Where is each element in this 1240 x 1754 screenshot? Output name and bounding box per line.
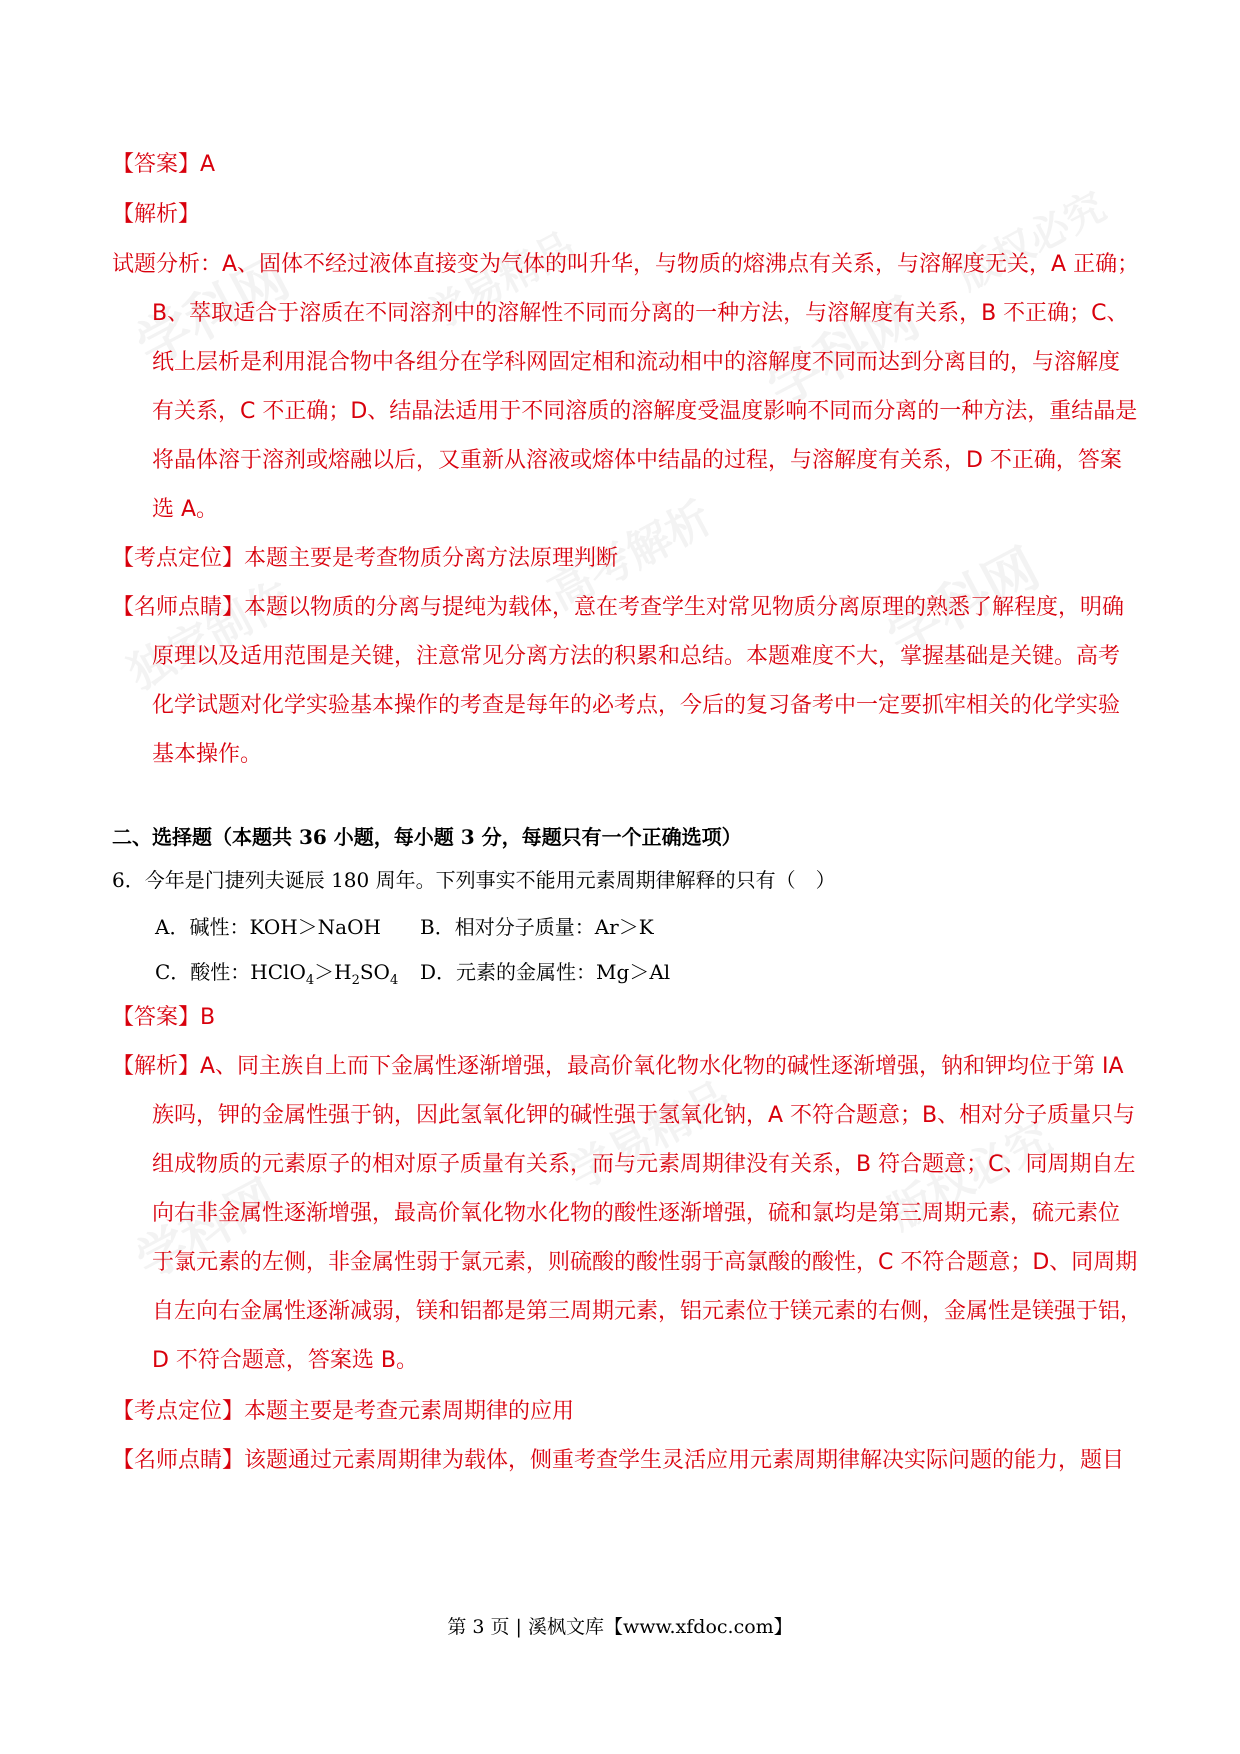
watermark: 学科网 bbox=[127, 1168, 287, 1291]
q6-option-d: D．元素的金属性：Mg＞Al bbox=[420, 960, 671, 984]
q6-stem: 6．今年是门捷列夫诞辰 180 周年。下列事实不能用元素周期律解释的只有（ ） bbox=[112, 868, 836, 892]
q5-kaodian: 【考点定位】本题主要是考查物质分离方法原理判断 bbox=[112, 546, 619, 571]
page-footer: 第 3 页 | 溪枫文库【www.xfdoc.com】 bbox=[447, 1616, 793, 1638]
q5-mingshi-line: 化学试题对化学实验基本操作的考查是每年的必考点，今后的复习备考中一定要抓牢相关的化学实验 bbox=[152, 693, 1121, 718]
q5-mingshi-line: 原理以及适用范围是关键，注意常见分离方法的积累和总结。本题难度不大，掌握基础是关键。高考 bbox=[152, 644, 1121, 669]
q6-analysis-line: 族吗，钾的金属性强于钠，因此氢氧化钾的碱性强于氢氧化钠，A 不符合题意；B、相对分子质量只与 bbox=[152, 1103, 1136, 1128]
q6-option-c: C．酸性：$HClO_4>H_2SO_4$ bbox=[155, 960, 399, 988]
q5-analysis-line: 有关系，C 不正确；D、结晶法适用于不同溶质的溶解度受温度影响不同而分离的一种方法，重结晶是 bbox=[152, 399, 1138, 424]
watermark: 独家制作 bbox=[120, 572, 300, 700]
q6-analysis-line: 自左向右金属性逐渐减弱，镁和铝都是第三周期元素，铝元素位于镁元素的右侧，金属性是镁强于铝， bbox=[152, 1299, 1143, 1324]
watermark: 学易精品 bbox=[420, 223, 584, 340]
q5-analysis-line: 纸上层析是利用混合物中各组分在学科网固定相和流动相中的溶解度不同而达到分离目的，与溶解度 bbox=[152, 350, 1121, 375]
watermark: 学科网 bbox=[126, 246, 300, 378]
q5-analysis-line: 选 A。 bbox=[152, 497, 219, 522]
watermark: 学科网 bbox=[756, 286, 930, 418]
q5-mingshi-line: 【名师点睛】本题以物质的分离与提纯为载体，意在考查学生对常见物质分离原理的熟悉了解程度，明确 bbox=[112, 595, 1125, 620]
watermark: 版权必究 bbox=[880, 1112, 1060, 1240]
q6-kaodian: 【考点定位】本题主要是考查元素周期律的应用 bbox=[112, 1399, 575, 1424]
q6-option-a: A．碱性：KOH＞NaOH bbox=[155, 915, 381, 939]
watermark: 版权必究 bbox=[950, 183, 1114, 300]
q6-mingshi-line: 【名师点睛】该题通过元素周期律为载体，侧重考查学生灵活应用元素周期律解决实际问题的能力，题目 bbox=[112, 1448, 1125, 1473]
q6-analysis-line: D 不符合题意，答案选 B。 bbox=[152, 1348, 419, 1373]
q6-analysis-line: 于氯元素的左侧，非金属性弱于氯元素，则硫酸的酸性弱于高氯酸的酸性，C 不符合题意；D、同周期 bbox=[152, 1250, 1138, 1275]
q6-answer: 【答案】B bbox=[112, 1005, 216, 1030]
q6-option-b: B．相对分子质量：Ar＞K bbox=[420, 915, 654, 939]
q5-analysis-title: 【解析】 bbox=[112, 202, 201, 227]
q5-analysis-line: 将晶体溶于溶剂或熔融以后，又重新从溶液或熔体中结晶的过程，与溶解度有关系，D 不正确，答案 bbox=[152, 448, 1122, 473]
q6-analysis-line: 【解析】A、同主族自上而下金属性逐渐增强，最高价氧化物水化物的碱性逐渐增强，钠和钾均位于第 IA bbox=[112, 1054, 1124, 1079]
section-heading: 二、选择题（本题共 36 小题，每小题 3 分，每题只有一个正确选项） bbox=[112, 825, 742, 849]
watermark: 学易精品 bbox=[560, 1072, 740, 1200]
q5-answer: 【答案】A bbox=[112, 152, 216, 177]
q6-analysis-line: 组成物质的元素原子的相对原子质量有关系，而与元素周期律没有关系，B 符合题意；C、同周期自左 bbox=[152, 1152, 1136, 1177]
q6-analysis-line: 向右非金属性逐渐增强，最高价氧化物水化物的酸性逐渐增强，硫和氯均是第三周期元素，硫元素位 bbox=[152, 1201, 1121, 1226]
watermark: 学科网 bbox=[876, 536, 1050, 668]
q5-mingshi-line: 基本操作。 bbox=[152, 742, 263, 767]
q5-analysis-line: B、萃取适合于溶质在不同溶剂中的溶解性不同而分离的一种方法，与溶解度有关系，B 不正确；C、 bbox=[152, 301, 1129, 326]
watermark: 高考解析 bbox=[540, 492, 720, 620]
q5-analysis-line: 试题分析：A、固体不经过液体直接变为气体的叫升华，与物质的熔沸点有关系，与溶解度无关，A 正确； bbox=[112, 252, 1140, 277]
